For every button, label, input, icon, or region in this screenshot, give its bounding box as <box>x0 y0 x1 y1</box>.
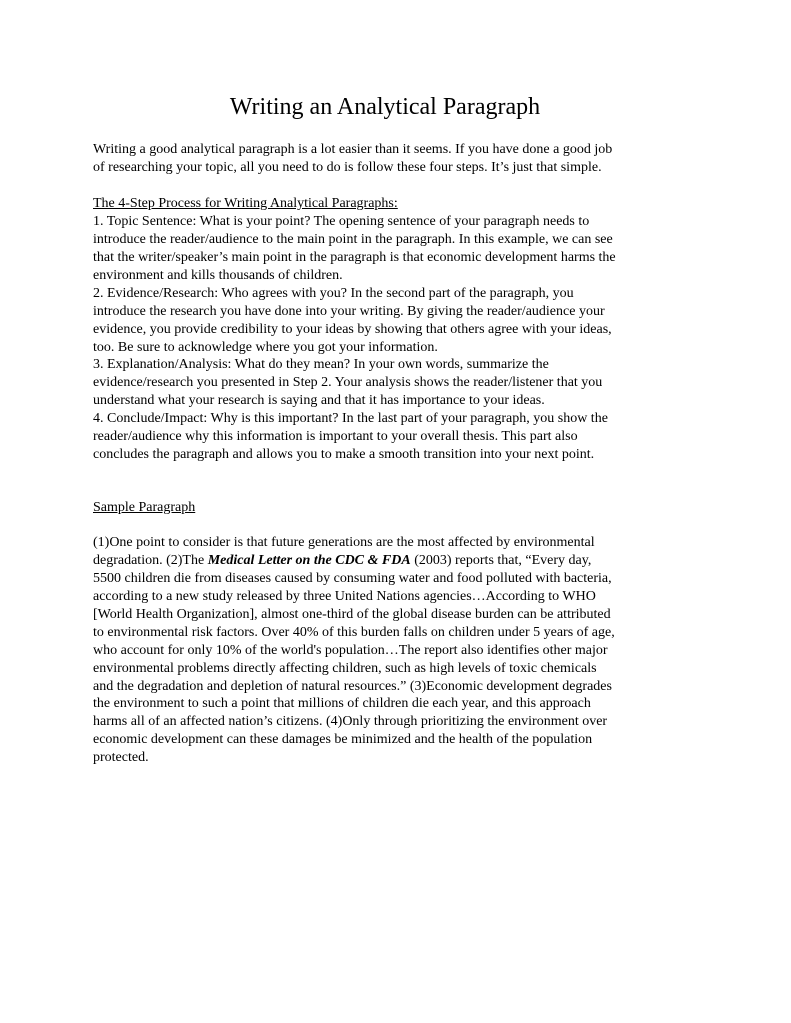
sample-line: 5500 children die from diseases caused by consuming water and food polluted with bacteria, <box>93 571 612 586</box>
sample-line: according to a new study released by three United Nations agencies…According to WHO <box>93 589 596 604</box>
process-line: introduce the reader/audience to the main point in the paragraph. In this example, we can see <box>93 232 613 247</box>
sample-line: (1)One point to consider is that future generations are the most affected by environmental <box>93 535 595 550</box>
sample-text: (2003) reports that, “Every day, <box>410 553 592 568</box>
process-line: concludes the paragraph and allows you to make a smooth transition into your next point. <box>93 447 595 462</box>
process-line: introduce the research you have done into your writing. By giving the reader/audience your <box>93 304 605 319</box>
sample-line: environmental problems directly affecting children, such as high levels of toxic chemicals <box>93 661 597 676</box>
process-line: 1. Topic Sentence: What is your point? The opening sentence of your paragraph needs to <box>93 214 590 229</box>
process-line: evidence, you provide credibility to your ideas by showing that others agree with your ideas, <box>93 322 612 337</box>
sample-line: who account for only 10% of the world's population…The report also identifies other major <box>93 643 608 658</box>
sample-line: [World Health Organization], almost one-third of the global disease burden can be attributed <box>93 607 611 622</box>
process-line: too. Be sure to acknowledge where you got your information. <box>93 340 438 355</box>
process-line: that the writer/speaker’s main point in the paragraph is that economic development harms the <box>93 250 616 265</box>
process-heading: The 4-Step Process for Writing Analytical Paragraphs: <box>93 196 398 211</box>
process-line: 3. Explanation/Analysis: What do they mean? In your own words, summarize the <box>93 357 549 372</box>
sample-line <box>93 552 591 570</box>
process-line: evidence/research you presented in Step 2. Your analysis shows the reader/listener that you <box>93 375 603 390</box>
process-line: understand what your research is saying and that it has importance to your ideas. <box>93 393 545 408</box>
process-line: environment and kills thousands of children. <box>93 268 343 283</box>
sample-line: to environmental risk factors. Over 40% of this burden falls on children under 5 years of age, <box>93 625 615 640</box>
process-line: reader/audience why this information is important to your overall thesis. This part also <box>93 429 578 444</box>
publication-title: Medical Letter on the CDC & FDA <box>207 553 411 568</box>
intro-line: Writing a good analytical paragraph is a lot easier than it seems. If you have done a good job <box>93 142 613 157</box>
sample-line: and the degradation and depletion of natural resources.” (3)Economic development degrades <box>93 679 612 694</box>
intro-line: of researching your topic, all you need to do is follow these four steps. It’s just that simple. <box>93 160 602 175</box>
sample-line: harms all of an affected nation’s citizens. (4)Only through prioritizing the environment over <box>93 714 608 729</box>
sample-text: degradation. (2)The <box>93 553 208 568</box>
sample-line: protected. <box>93 750 149 765</box>
sample-line: economic development can these damages be minimized and the health of the population <box>93 732 593 747</box>
page-title: Writing an Analytical Paragraph <box>229 94 541 120</box>
sample-heading: Sample Paragraph <box>93 500 196 515</box>
process-line: 2. Evidence/Research: Who agrees with you? In the second part of the paragraph, you <box>93 286 574 301</box>
process-line: 4. Conclude/Impact: Why is this important? In the last part of your paragraph, you show the <box>93 411 608 426</box>
sample-line: the environment to such a point that millions of children die each year, and this approach <box>93 696 591 711</box>
